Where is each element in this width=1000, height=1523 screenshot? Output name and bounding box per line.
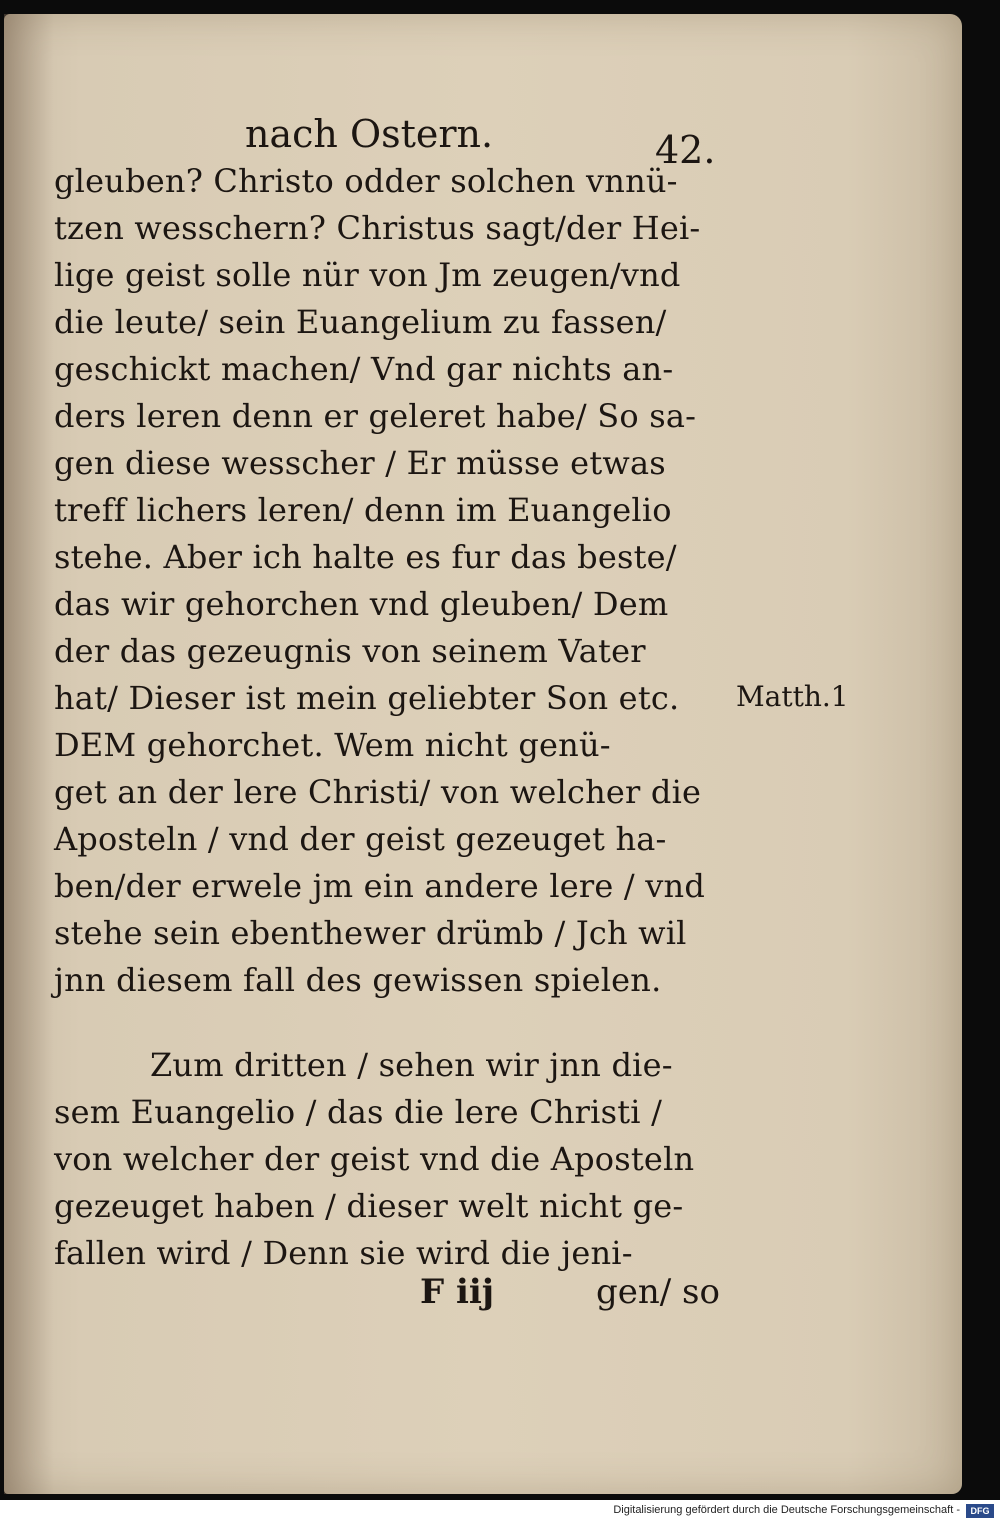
text-line-20: sem Euangelio / das die lere Christi /	[54, 1093, 663, 1131]
credit-bar	[0, 1500, 1000, 1523]
text-line-17: stehe sein ebenthewer drümb / Jch wil	[54, 914, 687, 952]
text-line-6: ders leren denn er geleret habe/ So sa-	[54, 397, 697, 435]
text-line-23: fallen wird / Denn sie wird die jeni-	[54, 1234, 633, 1272]
text-line-10: das wir gehorchen vnd gleuben/ Dem	[54, 585, 669, 623]
text-line-15: Aposteln / vnd der geist gezeuget ha-	[54, 820, 667, 858]
text-line-8: treff lichers leren/ denn im Euangelio	[54, 491, 672, 529]
text-line-9: stehe. Aber ich halte es fur das beste/	[54, 538, 677, 576]
text-line-13: DEM gehorchet. Wem nicht genü-	[54, 726, 611, 764]
catchword: gen/ so	[596, 1272, 720, 1312]
text-line-18: jnn diesem fall des gewissen spielen.	[54, 961, 662, 999]
text-line-5: geschickt machen/ Vnd gar nichts an-	[54, 350, 674, 388]
dfg-logo-icon: DFG	[966, 1504, 994, 1518]
margin-reference-note: Matth.1	[736, 680, 849, 713]
text-line-14: get an der lere Christi/ von welcher die	[54, 773, 702, 811]
text-line-3: lige geist solle nür von Jm zeugen/vnd	[54, 256, 681, 294]
text-line-12: hat/ Dieser ist mein geliebter Son etc.	[54, 679, 680, 717]
text-line-7: gen diese wesscher / Er müsse etwas	[54, 444, 666, 482]
text-line-2: tzen wesschern? Christus sagt/der Hei-	[54, 209, 701, 247]
text-line-16: ben/der erwele jm ein andere lere / vnd	[54, 867, 706, 905]
folio-number: 42.	[655, 128, 716, 172]
text-line-19: Zum dritten / sehen wir jnn die-	[150, 1046, 673, 1084]
text-line-4: die leute/ sein Euangelium zu fassen/	[54, 303, 667, 341]
page-gutter-shadow	[4, 14, 54, 1494]
funding-credit: Digitalisierung gefördert durch die Deutsche Forschungsgemeinschaft -	[613, 1504, 960, 1516]
signature-mark: F iij	[420, 1272, 495, 1312]
running-title: nach Ostern.	[245, 112, 494, 156]
text-line-1: gleuben? Christo odder solchen vnnü-	[54, 162, 678, 200]
text-line-22: gezeuget haben / dieser welt nicht ge-	[54, 1187, 684, 1225]
text-line-21: von welcher der geist vnd die Aposteln	[54, 1140, 695, 1178]
text-line-11: der das gezeugnis von seinem Vater	[54, 632, 646, 670]
